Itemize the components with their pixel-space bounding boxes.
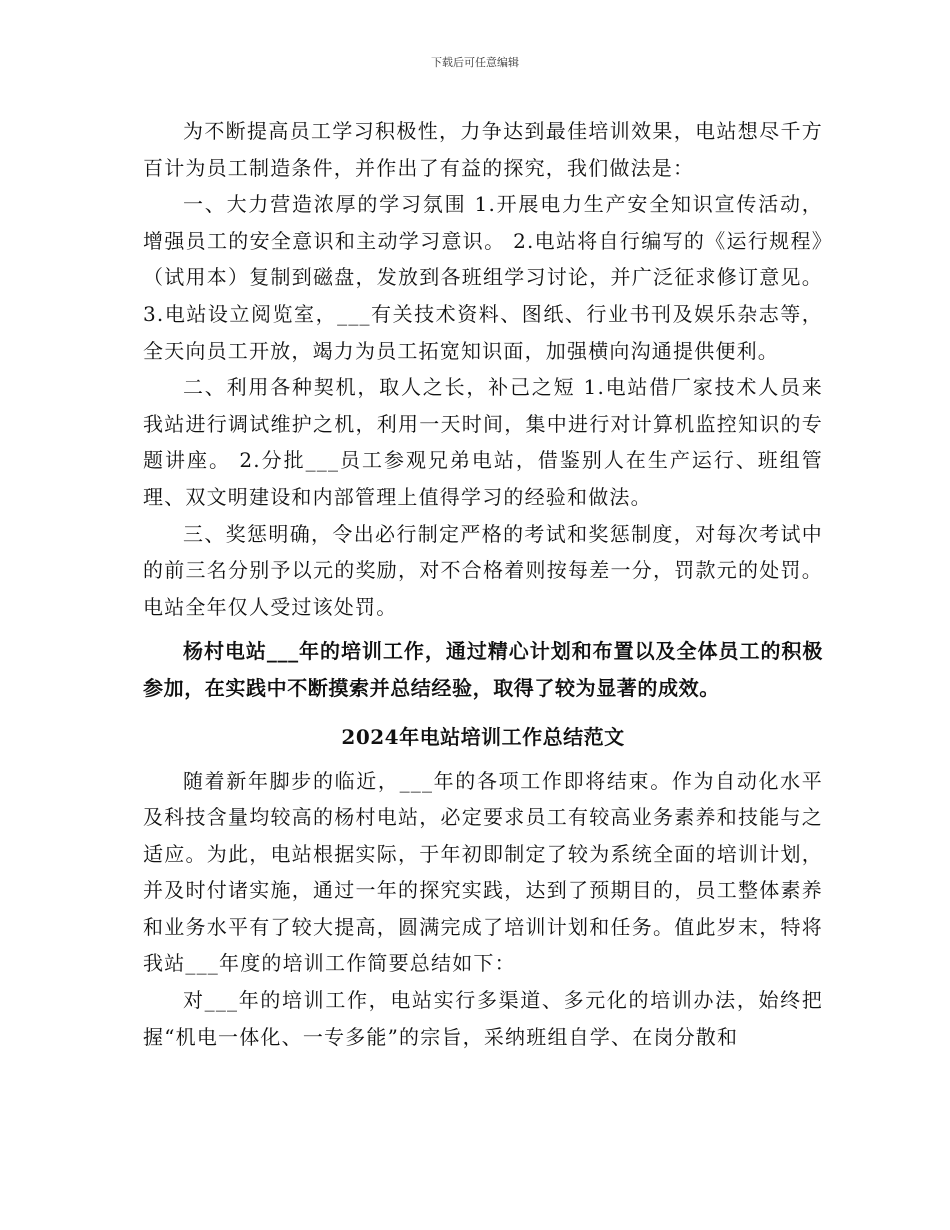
paragraph-section-three: 三、奖惩明确，令出必行制定严格的考试和奖惩制度，对每次考试中的前三名分别予以元的奖励，对不合格着则按每差一分，罚款元的处罚。电站全年仅人受过该处罚。 bbox=[143, 521, 823, 619]
document-body bbox=[143, 113, 823, 1055]
paragraph-intro: 为不断提高员工学习积极性，力争达到最佳培训效果，电站想尽千方百计为员工制造条件，并作出了有益的探究，我们做法是： bbox=[143, 119, 823, 180]
paragraph-section-one: 一、大力营造浓厚的学习氛围 1.开展电力生产安全知识宣传活动，增强员工的安全意识和主动学习意识。 2.电站将自行编写的《运行规程》（试用本）复制到磁盘，发放到各班组学习讨论，并广泛征求修订意见。 3.电站设立阅览室，___有关技术资料、图纸、行业书刊及娱乐杂志等，全天向员工开放，竭力为员工拓宽知识面，加强横向沟通提供便利。 bbox=[143, 192, 823, 363]
paragraph-conclusion-bold: 杨村电站___年的培训工作，通过精心计划和布置以及全体员工的积极参加，在实践中不断摸索并总结经验，取得了较为显著的成效。 bbox=[143, 639, 823, 700]
paragraph-section-two: 二、利用各种契机，取人之长，补己之短 1.电站借厂家技术人员来我站进行调试维护之机，利用一天时间，集中进行对计算机监控知识的专题讲座。 2.分批___员工参观兄弟电站，借鉴别人在生产运行、班组管理、双文明建设和内部管理上值得学习的经验和做法。 bbox=[143, 375, 823, 509]
page-header: 下载后可任意编辑 bbox=[431, 56, 519, 69]
paragraph-training-methods: 对___年的培训工作，电站实行多渠道、多元化的培训办法，始终把握“机电一体化、一专多能”的宗旨，采纳班组自学、在岗分散和 bbox=[143, 988, 823, 1049]
section-title: 2024年电站培训工作总结范文 bbox=[341, 724, 625, 749]
paragraph-summary-intro: 随着新年脚步的临近，___年的各项工作即将结束。作为自动化水平及科技含量均较高的杨村电站，必定要求员工有较高业务素养和技能与之适应。为此，电站根据实际，于年初即制定了较为系统全面的培训计划，并及时付诸实施，通过一年的探究实践，达到了预期目的，员工整体素养和业务水平有了较大提高，圆满完成了培训计划和任务。值此岁末，特将我站___年度的培训工作简要总结如下： bbox=[143, 768, 823, 976]
